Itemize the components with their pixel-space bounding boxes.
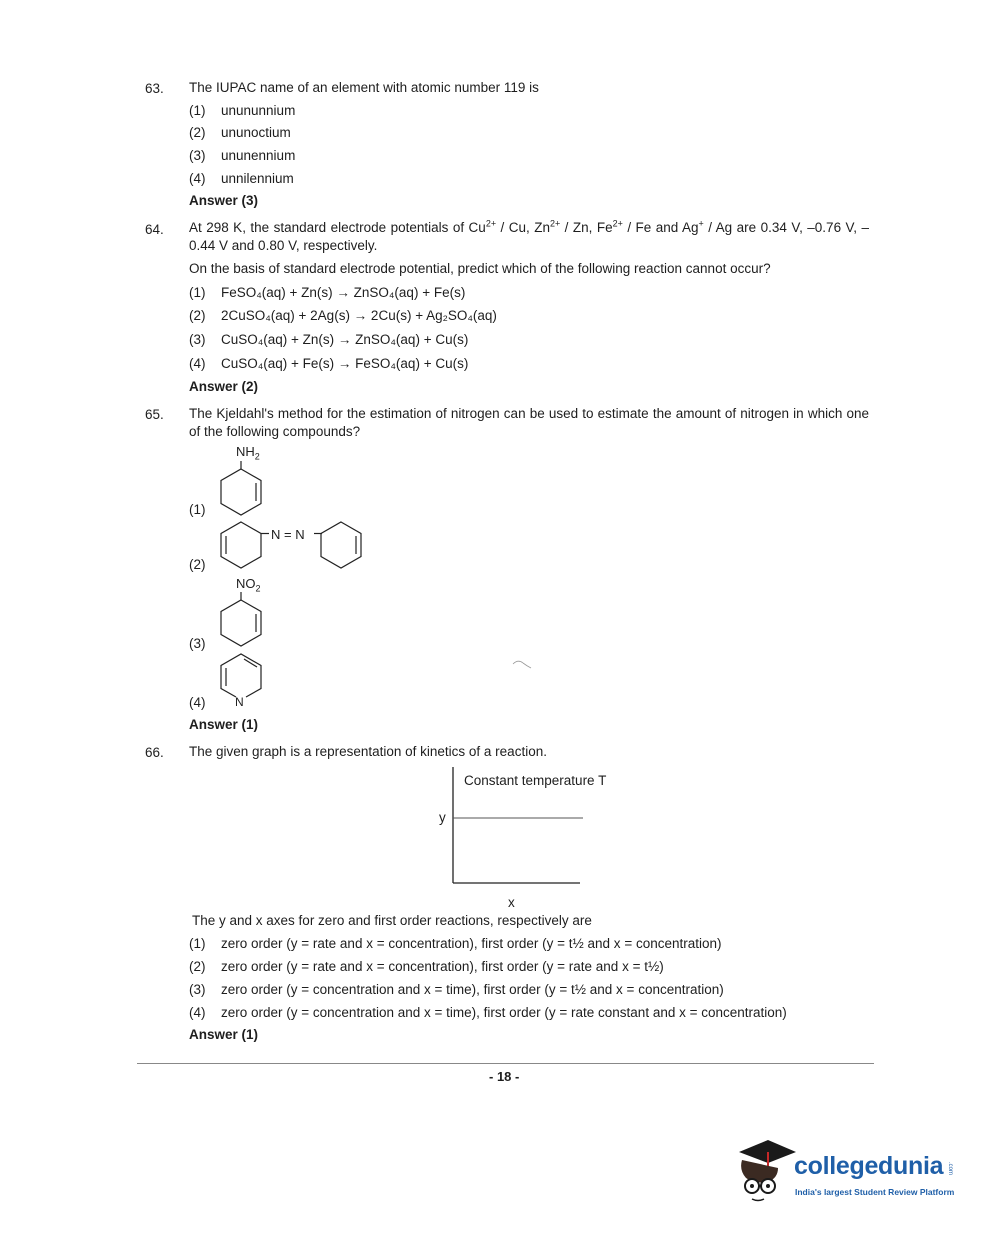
option-label: (2) bbox=[189, 557, 206, 572]
option-item: (1) unununnium bbox=[189, 103, 296, 118]
answer-label: Answer (2) bbox=[189, 379, 259, 394]
answer-label: Answer (3) bbox=[189, 193, 259, 208]
aniline-nh2-label: $NH_2$ bbox=[236, 444, 260, 462]
option-label: (3) bbox=[189, 636, 206, 651]
question-number: 66. bbox=[145, 745, 164, 760]
footer-divider bbox=[137, 1063, 874, 1064]
question-text: The given graph is a representation of kinetics of a reaction. bbox=[189, 744, 547, 759]
option-label: (1) bbox=[189, 502, 206, 517]
azo-label: N = N bbox=[271, 527, 305, 542]
pyridine-n-label: N bbox=[235, 695, 244, 709]
option-item: (2) 2CuSO₄(aq) + 2Ag(s) → 2Cu(s) + Ag₂SO₄(aq) bbox=[189, 308, 497, 323]
logo-suffix: .com bbox=[947, 1162, 953, 1176]
question-number: 65. bbox=[145, 407, 164, 422]
option-item: (2) ununoctium bbox=[189, 125, 291, 140]
logo-tagline: India's largest Student Review Platform bbox=[795, 1187, 955, 1197]
option-item: (3) CuSO₄(aq) + Zn(s) → ZnSO₄(aq) + Cu(s) bbox=[189, 332, 469, 347]
option-item: (4) unnilennium bbox=[189, 171, 294, 186]
answer-label: Answer (1) bbox=[189, 717, 259, 732]
graph-y-label: y bbox=[439, 810, 446, 825]
option-item: (1) zero order (y = rate and x = concentration), first order (y = t½ and x = concentration) bbox=[189, 936, 722, 951]
logo-wordmark: collegedunia bbox=[794, 1152, 944, 1180]
question-text: The IUPAC name of an element with atomic number 119 is bbox=[189, 80, 539, 95]
graph-title: Constant temperature T bbox=[464, 773, 607, 788]
option-item: (4) zero order (y = concentration and x = time), first order (y = rate constant and x = concentration) bbox=[189, 1005, 787, 1020]
option-item: (3) ununennium bbox=[189, 148, 296, 163]
option-item: (1) FeSO₄(aq) + Zn(s) → ZnSO₄(aq) + Fe(s) bbox=[189, 285, 466, 300]
option-item: (4) CuSO₄(aq) + Fe(s) → FeSO₄(aq) + Cu(s) bbox=[189, 356, 469, 371]
nitro-no2-label: $NO_2$ bbox=[236, 576, 261, 594]
question-text: At 298 K, the standard electrode potentials of $Cu^{2+}$ / Cu, $Zn^{2+}$ / Zn, $Fe^{2+}$ / Fe and Ag+ / Ag are 0.34 V, –0.76 V, –0.44 V and 0.80 V, respectively. bbox=[189, 218, 870, 253]
option-label: (4) bbox=[189, 695, 206, 710]
answer-label: Answer (1) bbox=[189, 1027, 259, 1042]
collegedunia-mascot-icon bbox=[0, 0, 1, 1]
option-item: (2) zero order (y = rate and x = concentration), first order (y = rate and x = t½) bbox=[189, 959, 664, 974]
question-text: The Kjeldahl's method for the estimation of nitrogen can be used to estimate the amount of nitrogen in which one of the following compounds? bbox=[189, 406, 869, 439]
question-number: 64. bbox=[145, 222, 164, 237]
question-number: 63. bbox=[145, 81, 164, 96]
option-item: (3) zero order (y = concentration and x = time), first order (y = t½ and x = concentration) bbox=[189, 982, 724, 997]
question-subtext: The y and x axes for zero and first order reactions, respectively are bbox=[192, 913, 592, 928]
graph-x-label: x bbox=[508, 895, 515, 910]
page-number: - 18 - bbox=[489, 1069, 520, 1084]
question-subtext: On the basis of standard electrode potential, predict which of the following reaction cannot occur? bbox=[189, 261, 771, 276]
